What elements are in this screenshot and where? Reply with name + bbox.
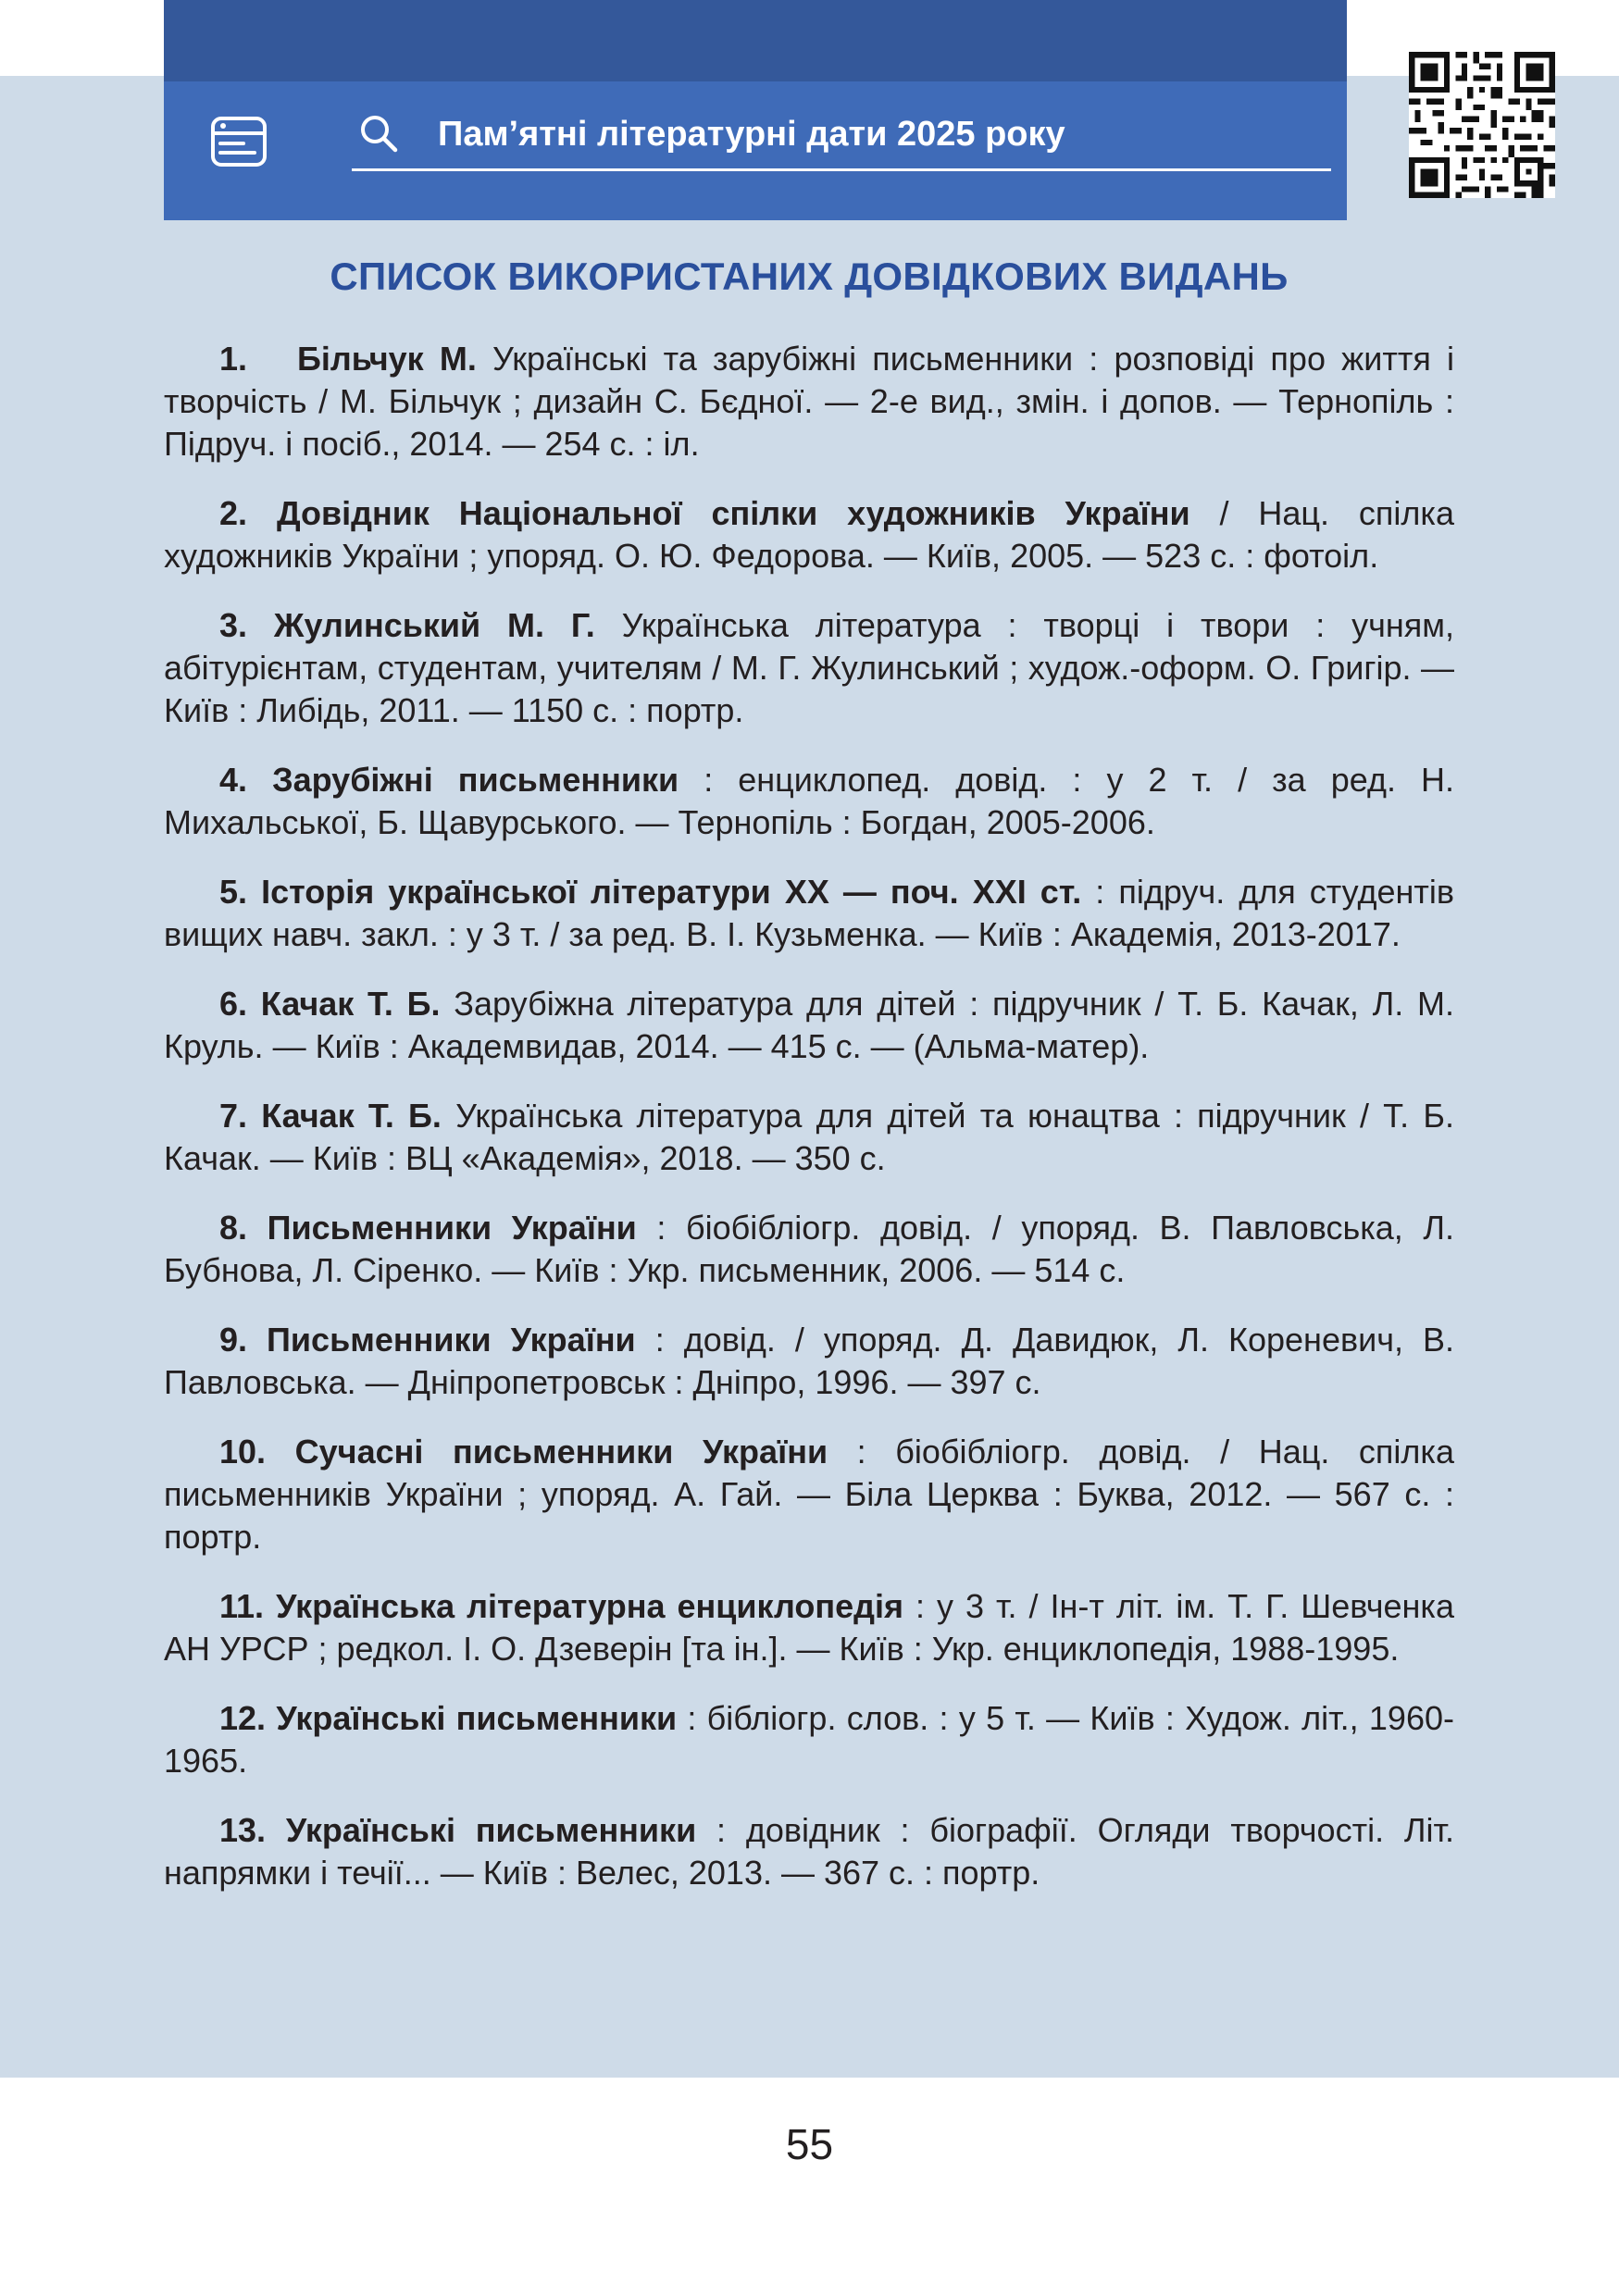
- reference-bold: Зарубіжні письменники: [272, 761, 679, 799]
- search-title[interactable]: Пам’ятні літературні дати 2025 року: [438, 115, 1065, 154]
- reference-number: 6.: [219, 985, 248, 1023]
- reference-text: Українські та зарубіжні письменники : розповіді про життя і творчість / М. Більчук ; дизайн С. Бєдної. — 2-е вид., змін. і допов. — Тернопіль : Підруч. і посіб., 2014. — 254 с. : іл.: [164, 340, 1454, 463]
- header-top-strip: [164, 0, 1347, 81]
- reference-number: 4.: [219, 761, 248, 799]
- reference-text: Українська література для дітей та юнацтва : підручник / Т. Б. Качак. — Київ : ВЦ «Академія», 2018. — 350 с.: [164, 1097, 1454, 1177]
- reference-number: 12.: [219, 1699, 267, 1737]
- reference-text: Зарубіжна література для дітей : підручник / Т. Б. Качак, Л. М. Круль. — Київ : Академвидав, 2014. — 415 с. — (Альма-матер).: [164, 985, 1454, 1065]
- reference-bold: Українська літературна енциклопедія: [276, 1587, 904, 1625]
- reference-text: Українська література : творці і твори : учням, абітурієнтам, студентам, учителям / М. Г. Жулинський ; худож.-оформ. О. Григір. — Київ : Либідь, 2011. — 1150 с. : портр.: [164, 606, 1454, 729]
- reference-text: : підруч. для студентів вищих навч. закл. : у 3 т. / за ред. В. І. Кузьменка. — Київ : Академія, 2013-2017.: [164, 873, 1454, 953]
- reference-number: 13.: [219, 1811, 267, 1849]
- reference-bold: Українські письменники: [276, 1699, 678, 1737]
- reference-text: : довідник : біографії. Огляди творчості. Літ. напрямки і течії... — Київ : Велес, 2013. — 367 с. : портр.: [164, 1811, 1454, 1892]
- reference-item: [164, 604, 1454, 732]
- reference-bold: Письменники України: [267, 1321, 636, 1359]
- reference-number: 11.: [219, 1587, 265, 1625]
- reference-number: 5.: [219, 873, 248, 911]
- reference-text: : у 3 т. / Ін-т літ. ім. Т. Г. Шевченка АН УРСР ; редкол. І. О. Дзеверін [та ін.]. — Київ : Укр. енциклопедія, 1988-1995.: [164, 1587, 1454, 1668]
- reference-number: 2.: [219, 494, 248, 532]
- reference-item: [164, 871, 1454, 956]
- reference-text: : біобібліогр. довід. / упоряд. В. Павловська, Л. Бубнова, Л. Сіренко. — Київ : Укр. письменник, 2006. — 514 с.: [164, 1209, 1454, 1289]
- reference-number: 3.: [219, 606, 248, 644]
- reference-bold: Жулинський М. Г.: [273, 606, 595, 644]
- reference-number: 10.: [219, 1433, 267, 1471]
- reference-bold: Качак Т. Б.: [261, 1097, 442, 1135]
- reference-text: : біобібліогр. довід. / Нац. спілка письменників України ; упоряд. А. Гай. — Біла Церква : Буква, 2012. — 567 с. : портр.: [164, 1433, 1454, 1556]
- page-number: 55: [785, 2120, 834, 2168]
- reference-item: [164, 1319, 1454, 1404]
- reference-item: [164, 338, 1454, 465]
- reference-number: 9.: [219, 1321, 248, 1359]
- reference-item: [164, 492, 1454, 577]
- reference-item: [164, 1431, 1454, 1558]
- qr-code: [1409, 52, 1555, 198]
- reference-item: [164, 1585, 1454, 1670]
- reference-text: : довід. / упоряд. Д. Давидюк, Л. Кореневич, В. Павловська. — Дніпропетровськ : Дніпро, 1996. — 397 с.: [164, 1321, 1454, 1401]
- search-icon[interactable]: [358, 113, 399, 154]
- reference-bold: Довідник Національної спілки художників України: [276, 494, 1190, 532]
- reference-list: [164, 338, 1454, 1921]
- reference-bold: Більчук М.: [297, 340, 477, 378]
- reference-item: [164, 1207, 1454, 1292]
- reference-number: 7.: [219, 1097, 248, 1135]
- reference-bold: Українські письменники: [285, 1811, 697, 1849]
- reference-item: [164, 759, 1454, 844]
- search-underline: [352, 168, 1331, 171]
- reference-text: : бібліогр. слов. : у 5 т. — Київ : Худож. літ., 1960-1965.: [164, 1699, 1454, 1780]
- reference-number: 8.: [219, 1209, 248, 1247]
- reference-bold: Письменники України: [267, 1209, 637, 1247]
- reference-item: [164, 1697, 1454, 1782]
- reference-bold: Качак Т. Б.: [260, 985, 441, 1023]
- reference-number: 1.: [219, 340, 248, 378]
- reference-item: [164, 1809, 1454, 1894]
- reference-text: / Нац. спілка художників України ; упоряд. О. Ю. Федорова. — Київ, 2005. — 523 с. : фотоіл.: [164, 494, 1454, 575]
- reference-text: : енциклопед. довід. : у 2 т. / за ред. Н. Михальської, Б. Щавурського. — Тернопіль : Богдан, 2005-2006.: [164, 761, 1454, 841]
- browser-card-icon[interactable]: [210, 116, 268, 168]
- reference-bold: Сучасні письменники України: [294, 1433, 828, 1471]
- reference-item: [164, 983, 1454, 1068]
- reference-bold: Історія української літератури XX — поч. XXI ст.: [261, 873, 1082, 911]
- page-heading: СПИСОК ВИКОРИСТАНИХ ДОВІДКОВИХ ВИДАНЬ: [330, 254, 1289, 298]
- reference-item: [164, 1095, 1454, 1180]
- header-bar: [164, 0, 1347, 220]
